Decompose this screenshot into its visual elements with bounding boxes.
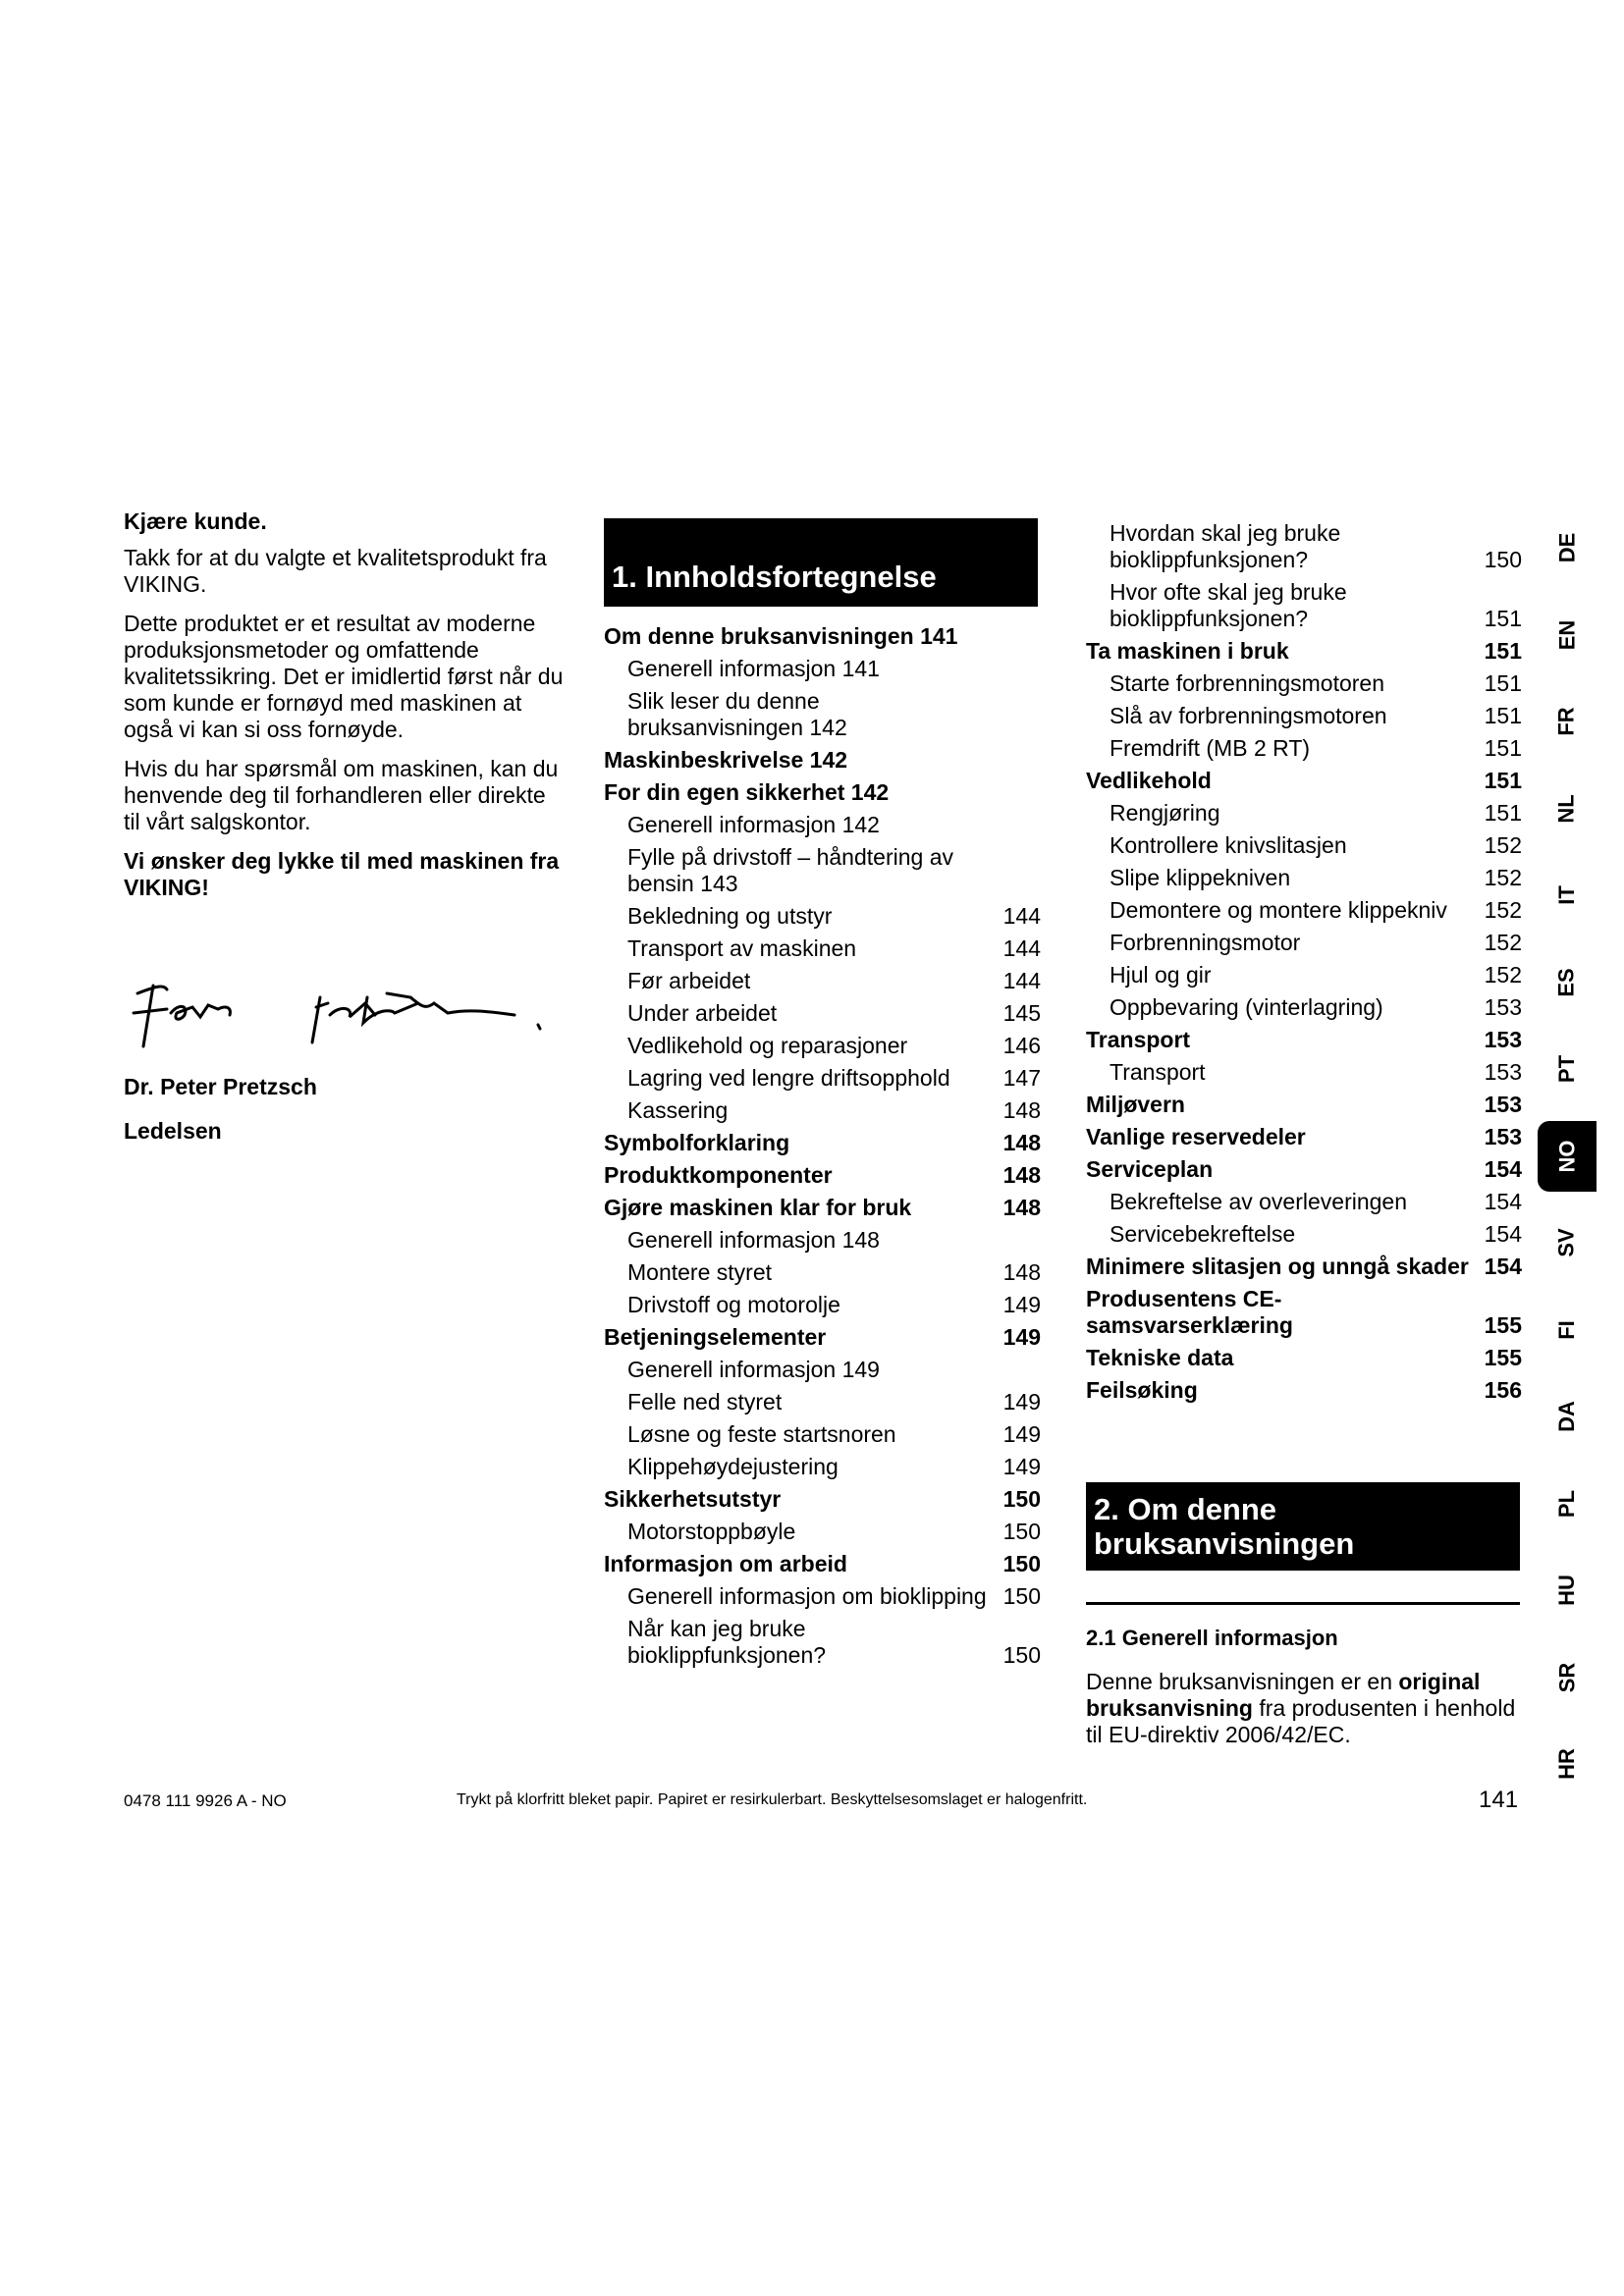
toc-entry-title: Produsentens CE-samsvarserklæring [1086, 1286, 1293, 1338]
toc-entry-title: Bekledning og utstyr [627, 903, 833, 929]
section2-heading: 2. Om denne bruksanvisningen [1094, 1492, 1355, 1561]
toc-entry[interactable] [604, 1192, 1041, 1224]
language-tab-label: PT [1554, 1054, 1579, 1084]
bold-phrase: original bruksanvisning [1086, 1669, 1481, 1721]
toc-entry[interactable] [1086, 635, 1522, 667]
toc-entry-title: Slipe klippekniven [1110, 865, 1291, 890]
toc-entry-title: Hvor ofte skal jeg bruke bioklippfunksjonen? [1110, 579, 1347, 631]
toc-entry-page: 144 [1002, 935, 1041, 961]
toc-entry[interactable] [604, 933, 1041, 965]
language-tab-pt[interactable] [1538, 1040, 1597, 1098]
toc-entry[interactable] [604, 620, 1041, 653]
subsection-heading: 2.1 Generell informasjon [1086, 1626, 1338, 1650]
toc-entry-title: Betjeningselementer [604, 1324, 827, 1350]
toc-entry[interactable] [604, 1354, 1041, 1386]
toc-entry-title: Drivstoff og motorolje [627, 1292, 840, 1317]
toc-entry-page: 151 [1484, 670, 1522, 696]
language-tab-fi[interactable] [1538, 1301, 1597, 1360]
toc-entry-title: Kontrollere knivslitasjen [1110, 832, 1347, 858]
paper-note: Trykt på klorfritt bleket papir. Papiret er resirkulerbart. Beskyttelsesomslaget er halogenfritt. [457, 1791, 1088, 1808]
toc-entry[interactable] [604, 1095, 1041, 1127]
toc-entry-page: 148 [1002, 1097, 1041, 1123]
language-tab-label: HR [1554, 1748, 1579, 1780]
toc-entry-page: 150 [1484, 547, 1522, 572]
toc-entry-title: Forbrenningsmotor [1110, 930, 1301, 955]
toc-entry[interactable] [604, 1613, 1041, 1672]
toc-entry[interactable] [604, 900, 1041, 933]
toc-entry[interactable] [604, 1418, 1041, 1451]
toc-entry[interactable] [604, 1224, 1041, 1256]
language-tab-label: SV [1553, 1228, 1579, 1257]
toc-entry[interactable] [604, 965, 1041, 997]
toc-entry-title: Symbolforklaring [604, 1130, 790, 1155]
toc-entry[interactable] [1086, 829, 1522, 862]
toc-entry[interactable] [1086, 894, 1522, 927]
language-tab-pl[interactable] [1538, 1474, 1597, 1533]
toc-entry-title: Sikkerhetsutstyr [604, 1486, 782, 1512]
toc-entry-page: 148 [1002, 1259, 1041, 1285]
toc-entry-page: 148 [1002, 1162, 1041, 1188]
toc-entry[interactable] [1086, 1153, 1522, 1186]
toc-entry-page: 144 [1002, 903, 1041, 929]
signer-name: Dr. Peter Pretzsch [124, 1074, 317, 1099]
toc-entry-page: 151 [1484, 703, 1522, 728]
toc-entry-title: Om denne bruksanvisningen 141 [604, 623, 958, 649]
toc-entry[interactable] [1086, 991, 1522, 1024]
toc-entry-page: 152 [1484, 962, 1522, 988]
toc-entry[interactable] [1086, 1121, 1522, 1153]
toc-entry-page: 150 [1002, 1551, 1041, 1576]
language-tab-label: DA [1554, 1401, 1579, 1432]
toc-heading: 1. Innholdsfortegnelse [612, 560, 937, 594]
letter-wish: Vi ønsker deg lykke til med maskinen fra VIKING! [124, 848, 560, 900]
toc-entry[interactable] [604, 685, 1041, 744]
toc-entry[interactable] [1086, 1056, 1522, 1089]
toc-entry-title: Lagring ved lengre driftsopphold [627, 1065, 950, 1091]
toc-entry-title: Bekreftelse av overleveringen [1110, 1189, 1407, 1214]
toc-entry-title: Slik leser du denne bruksanvisningen 142 [627, 688, 847, 740]
language-tab-label: EN [1554, 619, 1579, 650]
language-tab-en[interactable] [1538, 606, 1597, 665]
toc-entry[interactable] [1086, 732, 1522, 765]
toc-entry[interactable] [604, 1516, 1041, 1548]
toc-entry-title: Montere styret [627, 1259, 772, 1285]
toc-entry-page: 149 [1002, 1292, 1041, 1317]
letter-greeting: Kjære kunde. [124, 508, 267, 534]
toc-entry-title: Maskinbeskrivelse 142 [604, 747, 848, 773]
toc-entry-title: Transport [1086, 1027, 1191, 1052]
toc-entry-title: Starte forbrenningsmotoren [1110, 670, 1384, 696]
toc-entry-title: Slå av forbrenningsmotoren [1110, 703, 1387, 728]
toc-entry-title: Transport av maskinen [627, 935, 857, 961]
toc-entry-title: Rengjøring [1110, 800, 1220, 826]
toc-entry-title: Informasjon om arbeid [604, 1551, 847, 1576]
toc-heading-bar [604, 518, 1038, 607]
welcome-letter [124, 508, 566, 914]
toc-entry-title: Generell informasjon 141 [627, 656, 880, 681]
toc-entry[interactable] [1086, 700, 1522, 732]
toc-entry[interactable] [1086, 765, 1522, 797]
toc-entry[interactable] [1086, 1342, 1522, 1374]
letter-paragraph: Dette produktet er et resultat av moderne produksjonsmetoder og omfattende kvalitetssikring. Det er imidlertid først når du som kunde er fornøyd med maskinen at også vi kan si oss fornøyde. [124, 611, 564, 742]
toc-entry[interactable] [1086, 667, 1522, 700]
toc-entry[interactable] [1086, 1374, 1522, 1407]
toc-entry-title: Klippehøydejustering [627, 1454, 839, 1479]
toc-entry-title: Produktkomponenter [604, 1162, 833, 1188]
toc-entry-title: Gjøre maskinen klar for bruk [604, 1195, 912, 1220]
toc-entry-page: 148 [1002, 1130, 1041, 1155]
toc-entry[interactable] [1086, 517, 1522, 576]
toc-entry[interactable] [1086, 1251, 1522, 1283]
toc-entry[interactable] [1086, 1283, 1522, 1342]
signer-role: Ledelsen [124, 1118, 222, 1144]
toc-entry-title: Fylle på drivstoff – håndtering av bensin 143 [627, 844, 953, 896]
toc-entry-page: 152 [1484, 832, 1522, 858]
language-tab-nl[interactable] [1538, 779, 1597, 838]
language-tab-label: NO [1554, 1140, 1579, 1172]
toc-entry[interactable] [1086, 959, 1522, 991]
toc-entry-title: Vedlikehold og reparasjoner [627, 1033, 908, 1058]
toc-entry[interactable] [604, 1321, 1041, 1354]
toc-entry[interactable] [604, 1127, 1041, 1159]
signature-image [124, 964, 556, 1052]
toc-entry-title: Vanlige reservedeler [1086, 1124, 1306, 1149]
language-tab-label: DE [1554, 532, 1579, 563]
toc-entry-page: 153 [1484, 1124, 1522, 1149]
toc-entry-title: Motorstoppbøyle [627, 1519, 796, 1544]
toc-entry[interactable] [604, 744, 1041, 776]
language-tab-hu[interactable] [1538, 1561, 1597, 1620]
toc-entry[interactable] [1086, 1089, 1522, 1121]
toc-entry-title: Demontere og montere klippekniv [1110, 897, 1447, 923]
toc-entry[interactable] [604, 1289, 1041, 1321]
toc-entry[interactable] [604, 1062, 1041, 1095]
toc-entry-page: 150 [1002, 1486, 1041, 1512]
toc-entry-page: 146 [1002, 1033, 1041, 1058]
toc-entry[interactable] [1086, 797, 1522, 829]
toc-entry-title: For din egen sikkerhet 142 [604, 779, 890, 805]
toc-entry-page: 152 [1484, 930, 1522, 955]
toc-entry-title: Hjul og gir [1110, 962, 1212, 988]
toc-entry-page: 145 [1002, 1000, 1041, 1026]
toc-entry-page: 151 [1484, 800, 1522, 826]
toc-entry-page: 150 [1002, 1519, 1041, 1544]
toc-entry-title: Oppbevaring (vinterlagring) [1110, 994, 1383, 1020]
toc-entry[interactable] [604, 1548, 1041, 1580]
toc-entry[interactable] [604, 809, 1041, 841]
toc-entry-page: 150 [1002, 1642, 1041, 1668]
toc-entry-page: 154 [1484, 1189, 1522, 1214]
toc-entry[interactable] [1086, 1186, 1522, 1218]
language-tab-hr[interactable] [1538, 1735, 1597, 1793]
toc-entry-page: 153 [1484, 1027, 1522, 1052]
toc-entry[interactable] [1086, 1024, 1522, 1056]
language-tab-da[interactable] [1538, 1387, 1597, 1446]
toc-entry-title: Kassering [627, 1097, 729, 1123]
toc-entry-page: 151 [1484, 735, 1522, 761]
toc-column-1 [604, 620, 1041, 1672]
toc-entry-title: Vedlikehold [1086, 768, 1212, 793]
toc-entry-page: 155 [1484, 1345, 1522, 1370]
toc-entry-page: 153 [1484, 994, 1522, 1020]
toc-entry[interactable] [1086, 1218, 1522, 1251]
language-tab-label: FR [1553, 707, 1579, 736]
toc-entry[interactable] [604, 653, 1041, 685]
toc-entry-title: Generell informasjon 142 [627, 812, 880, 837]
language-tab-de[interactable] [1538, 518, 1597, 577]
language-tab-fr[interactable] [1538, 692, 1597, 751]
toc-entry-page: 151 [1484, 768, 1522, 793]
toc-entry-page: 147 [1002, 1065, 1041, 1091]
section-divider [1086, 1602, 1520, 1605]
toc-entry-title: Generell informasjon 148 [627, 1227, 880, 1253]
toc-entry[interactable] [1086, 927, 1522, 959]
toc-entry-title: Hvordan skal jeg bruke bioklippfunksjonen? [1110, 520, 1341, 572]
toc-entry-title: Feilsøking [1086, 1377, 1198, 1403]
toc-entry-title: Serviceplan [1086, 1156, 1214, 1182]
toc-entry-page: 155 [1484, 1312, 1522, 1338]
toc-entry[interactable] [604, 776, 1041, 809]
toc-entry[interactable] [604, 1256, 1041, 1289]
toc-entry-page: 149 [1002, 1421, 1041, 1447]
toc-entry-page: 144 [1002, 968, 1041, 993]
toc-entry-title: Servicebekreftelse [1110, 1221, 1296, 1247]
letter-paragraph: Hvis du har spørsmål om maskinen, kan du henvende deg til forhandleren eller direkte til vårt salgskontor. [124, 756, 559, 834]
toc-entry[interactable] [604, 1030, 1041, 1062]
language-tab-label: ES [1553, 967, 1579, 997]
toc-entry-page: 151 [1484, 606, 1522, 631]
toc-entry-title: Under arbeidet [627, 1000, 778, 1026]
language-tab-sr[interactable] [1538, 1648, 1597, 1707]
toc-entry-page: 149 [1002, 1454, 1041, 1479]
toc-entry-page: 151 [1484, 638, 1522, 664]
toc-column-2 [1086, 517, 1522, 1407]
toc-entry-title: Felle ned styret [627, 1389, 783, 1415]
toc-entry[interactable] [604, 841, 1041, 900]
toc-entry-page: 148 [1002, 1195, 1041, 1220]
toc-entry[interactable] [604, 1386, 1041, 1418]
toc-entry-title: Tekniske data [1086, 1345, 1234, 1370]
toc-entry[interactable] [604, 1580, 1041, 1613]
toc-entry-page: 149 [1002, 1389, 1041, 1415]
toc-entry-title: Når kan jeg bruke bioklippfunksjonen? [627, 1616, 827, 1668]
toc-entry-page: 153 [1484, 1059, 1522, 1085]
toc-entry-title: Generell informasjon om bioklipping [627, 1583, 987, 1609]
toc-entry-page: 156 [1484, 1377, 1522, 1403]
toc-entry-page: 154 [1484, 1254, 1522, 1279]
toc-entry[interactable] [1086, 862, 1522, 894]
toc-entry-page: 150 [1002, 1583, 1041, 1609]
toc-entry[interactable] [1086, 576, 1522, 635]
toc-entry-page: 153 [1484, 1092, 1522, 1117]
toc-entry-page: 152 [1484, 865, 1522, 890]
language-tab-label: SR [1554, 1662, 1579, 1692]
subsection-text: Denne bruksanvisningen er en original bruksanvisning fra produsenten i henhold til EU-direktiv 2006/42/EC. [1086, 1669, 1516, 1747]
document-code: 0478 111 9926 A - NO [124, 1791, 287, 1810]
toc-entry[interactable] [604, 1451, 1041, 1483]
language-tab-label: NL [1553, 793, 1579, 824]
language-tab-label: IT [1554, 885, 1579, 905]
letter-paragraph: Takk for at du valgte et kvalitetsprodukt fra VIKING. [124, 545, 547, 597]
section2-heading-bar [1086, 1482, 1520, 1571]
toc-entry-page: 149 [1002, 1324, 1041, 1350]
toc-entry-title: Før arbeidet [627, 968, 751, 993]
language-tab-label: HU [1554, 1575, 1579, 1606]
toc-entry-title: Ta maskinen i bruk [1086, 638, 1289, 664]
language-tab-no[interactable] [1538, 1121, 1597, 1192]
toc-entry-title: Generell informasjon 149 [627, 1357, 880, 1382]
toc-entry-title: Miljøvern [1086, 1092, 1185, 1117]
toc-entry-title: Minimere slitasjen og unngå skader [1086, 1254, 1469, 1279]
toc-entry-page: 154 [1484, 1156, 1522, 1182]
language-tab-label: FI [1554, 1319, 1579, 1340]
toc-entry-title: Transport [1110, 1059, 1206, 1085]
toc-entry[interactable] [604, 997, 1041, 1030]
toc-entry-title: Fremdrift (MB 2 RT) [1110, 735, 1311, 761]
language-tab-sv[interactable] [1538, 1213, 1597, 1272]
toc-entry-page: 152 [1484, 897, 1522, 923]
language-tab-es[interactable] [1538, 953, 1597, 1012]
toc-entry-page: 154 [1484, 1221, 1522, 1247]
language-tab-label: PL [1554, 1489, 1579, 1518]
toc-entry[interactable] [604, 1159, 1041, 1192]
language-tab-it[interactable] [1538, 866, 1597, 925]
toc-entry-title: Løsne og feste startsnoren [627, 1421, 896, 1447]
toc-entry[interactable] [604, 1483, 1041, 1516]
page-number: 141 [1479, 1787, 1519, 1813]
